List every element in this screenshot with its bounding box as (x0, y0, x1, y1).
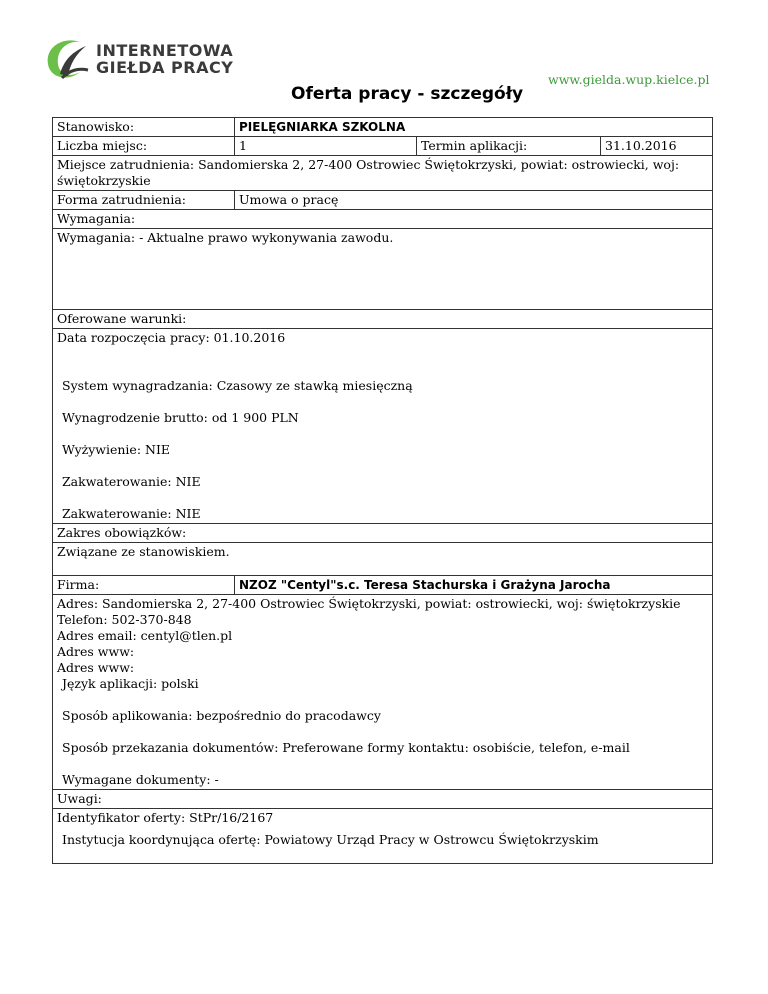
row-zakres (53, 543, 713, 576)
row-wymagania-label (53, 210, 713, 229)
wyzywienie: Wyżywienie: NIE (62, 442, 171, 457)
wymagania-label: Wymagania: (53, 210, 713, 229)
wymagania-value: Wymagania: - Aktualne prawo wykonywania zawodu. (53, 229, 713, 310)
wynagrodzenie: Wynagrodzenie brutto: od 1 900 PLN (62, 410, 299, 425)
termin-label: Termin aplikacji: (417, 137, 601, 156)
row-wymagania (53, 229, 713, 310)
offer-table (52, 117, 713, 864)
logo-line2: GIEŁDA PRACY (96, 58, 234, 77)
telefon: Telefon: 502-370-848 (57, 612, 192, 627)
www-1: Adres www: (57, 644, 135, 659)
forma-value: Umowa o pracę (235, 191, 713, 210)
row-uwagi (53, 790, 713, 809)
row-identyfikator (53, 809, 713, 864)
row-forma (53, 191, 713, 210)
logo-text (96, 42, 233, 76)
sposob-aplikowania: Sposób aplikowania: bezpośrednio do pracodawcy (62, 708, 381, 723)
firma-label: Firma: (53, 576, 235, 595)
sposob-przekazania: Sposób przekazania dokumentów: Preferowane formy kontaktu: osobiście, telefon, e-mail (62, 740, 630, 755)
zakwaterowanie-2: Zakwaterowanie: NIE (62, 506, 201, 521)
logo-line1: INTERNETOWA (96, 41, 234, 60)
zakwaterowanie-1: Zakwaterowanie: NIE (62, 474, 201, 489)
adres: Adres: Sandomierska 2, 27-400 Ostrowiec Świętokrzyski, powiat: ostrowiecki, woj: świętokrzyskie (57, 596, 681, 611)
forma-label: Forma zatrudnienia: (53, 191, 235, 210)
email[interactable]: Adres email: centyl@tlen.pl (57, 628, 233, 643)
kontakt-cell (53, 595, 713, 790)
jezyk-aplikacji: Język aplikacji: polski (62, 676, 199, 691)
site-url[interactable]: www.gielda.wup.kielce.pl (548, 72, 710, 87)
stanowisko-value: PIELĘGNIARKA SZKOLNA (235, 118, 713, 137)
zakres-label: Zakres obowiązków: (53, 524, 713, 543)
row-warunki-label (53, 310, 713, 329)
wymagane-dokumenty: Wymagane dokumenty: - (62, 772, 219, 787)
row-miejsce (53, 156, 713, 191)
uwagi-label: Uwagi: (53, 790, 713, 809)
row-kontakt (53, 595, 713, 790)
stanowisko-label: Stanowisko: (53, 118, 235, 137)
row-firma (53, 576, 713, 595)
identyfikator-cell (53, 809, 713, 864)
liczba-value: 1 (235, 137, 417, 156)
miejsce-value: Miejsce zatrudnienia: Sandomierska 2, 27-400 Ostrowiec Świętokrzyski, powiat: ostrowiecki, woj: świętokrzyskie (53, 156, 713, 191)
warunki-cell (53, 329, 713, 524)
instytucja: Instytucja koordynująca ofertę: Powiatowy Urząd Pracy w Ostrowcu Świętokrzyskim (62, 832, 599, 847)
row-liczba (53, 137, 713, 156)
firma-value: NZOZ "Centyl"s.c. Teresa Stachurska i Grażyna Jarocha (235, 576, 713, 595)
termin-value: 31.10.2016 (601, 137, 713, 156)
system-wynagradzania: System wynagradzania: Czasowy ze stawką miesięczną (62, 378, 413, 393)
www-2: Adres www: (57, 660, 135, 675)
data-rozpoczecia: Data rozpoczęcia pracy: 01.10.2016 (57, 330, 286, 345)
row-stanowisko (53, 118, 713, 137)
row-zakres-label (53, 524, 713, 543)
liczba-label: Liczba miejsc: (53, 137, 235, 156)
row-warunki (53, 329, 713, 524)
zakres-value: Związane ze stanowiskiem. (53, 543, 713, 576)
page-title: Oferta pracy - szczegóły (291, 84, 524, 104)
warunki-label: Oferowane warunki: (53, 310, 713, 329)
identyfikator: Identyfikator oferty: StPr/16/2167 (57, 810, 274, 825)
